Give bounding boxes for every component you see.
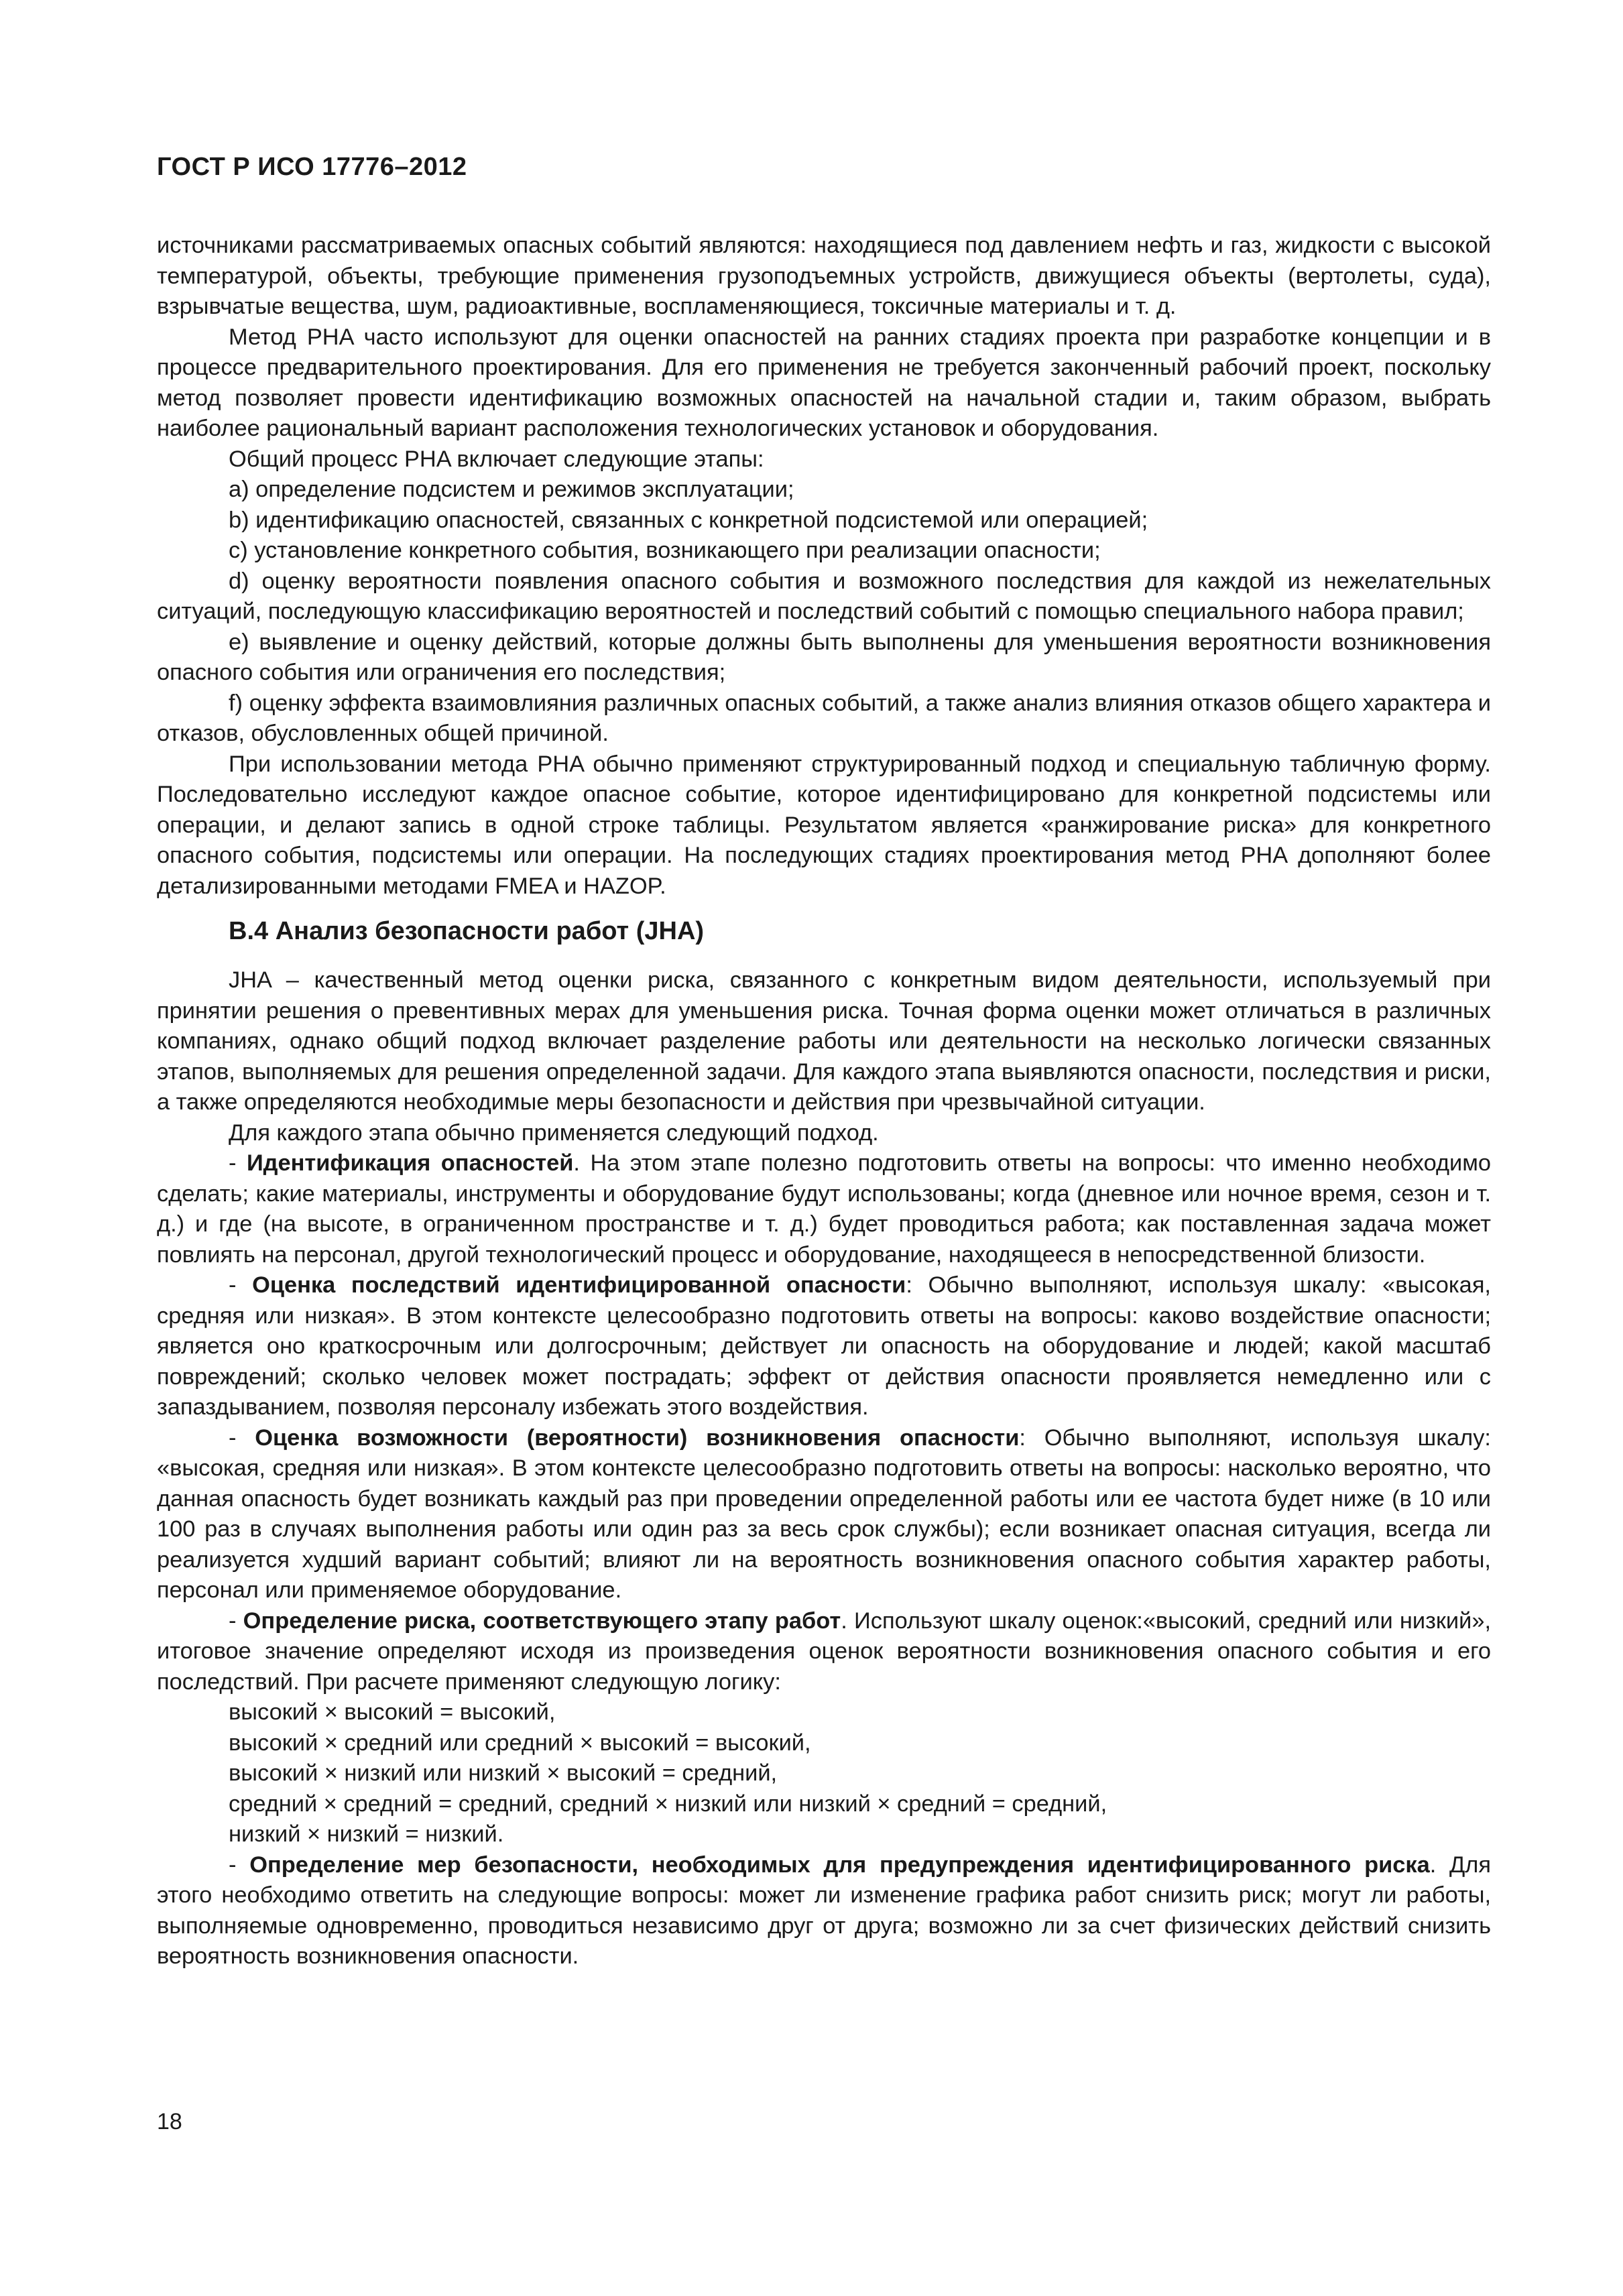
list-item-pha-step-c: c) установление конкретного события, возникающего при реализации опасности; bbox=[229, 538, 1101, 563]
term-consequence-assessment: Оценка последствий идентифицированной опасности bbox=[252, 1272, 906, 1298]
page-number: 18 bbox=[157, 2109, 182, 2134]
list-item-consequence-assessment bbox=[157, 1270, 1491, 1423]
paragraph-pha-usage: Метод PHA часто используют для оценки опасностей на ранних стадиях проекта при разработке концепции и в процессе предварительного проектирования. Для его применения не требуется законченный рабочий проект, поскольку метод позволяет провести идентификацию возможных опасностей на начальной стадии и, таким образом, выбрать наиболее рациональный вариант расположения технологических установок и оборудования. bbox=[157, 324, 1491, 441]
list-item-pha-step-e: e) выявление и оценку действий, которые должны быть выполнены для уменьшения вероятности возникновения опасного события или ограничения его последствия; bbox=[157, 629, 1491, 685]
paragraph-jha-definition: JHA – качественный метод оценки риска, связанного с конкретным видом деятельности, используемый при принятии решения о превентивных мерах для уменьшения риска. Точная форма оценки может отличаться в различных компаниях, однако общий подход включает разделение работы или деятельности на несколько логически связанных этапов, выполняемых для решения определенной задачи. Для каждого этапа выявляются опасности, последствия и риски, а также определяются необходимые меры безопасности и действия при чрезвычайной ситуации. bbox=[157, 967, 1491, 1115]
item-text: . На этом этапе полезно подготовить ответы на вопросы: что именно необходимо сделать; какие материалы, инструменты и оборудование будут использованы; когда (дневное или ночное время, сезон и т. д.) и где (на высоте, в ограниченном пространстве и т. д.) будет проводиться работа; как поставленная задача может повлиять на персонал, другой технологический процесс и оборудование, находящееся в непосредственной близости. bbox=[157, 1150, 1491, 1268]
list-item-risk-determination bbox=[157, 1606, 1491, 1698]
document-code: ГОСТ Р ИСО 17776–2012 bbox=[157, 153, 467, 181]
term-safety-measures: Определение мер безопасности, необходимых для предупреждения идентифицированного риска bbox=[249, 1852, 1430, 1878]
item-text: : Обычно выполняют, используя шкалу: «высокая, средняя или низкая». В этом контексте целесообразно подготовить ответы на вопросы: насколько вероятно, что данная опасность будет возникать каждый раз при проведении определенной работы или ее частота будет ниже (в 10 или 100 раз в случаях выполнения работы или один раз за весь срок службы); если возникает опасная ситуация, всегда ли реализуется худший вариант событий; влияют ли на вероятность возникновения опасного события характер работы, персонал или применяемое оборудование. bbox=[157, 1425, 1491, 1603]
page-body bbox=[157, 231, 1491, 1972]
section-heading: B.4 Анализ безопасности работ (JHA) bbox=[229, 917, 705, 945]
list-dash: - bbox=[229, 1272, 253, 1298]
logic-line: высокий × средний или средний × высокий = высокий, bbox=[229, 1730, 811, 1756]
logic-line: низкий × низкий = низкий. bbox=[229, 1821, 504, 1847]
list-item-pha-step-d: d) оценку вероятности появления опасного события и возможного последствия для каждой из нежелательных ситуаций, последующую классификацию вероятностей и последствий событий с помощью специального набора правил; bbox=[157, 568, 1491, 624]
logic-line: высокий × низкий или низкий × высокий = средний, bbox=[229, 1760, 778, 1786]
list-dash: - bbox=[229, 1425, 255, 1451]
term-risk-determination: Определение риска, соответствующего этапу работ bbox=[243, 1608, 841, 1634]
paragraph-pha-steps-intro: Общий процесс PHA включает следующие этапы: bbox=[229, 446, 764, 472]
paragraph-jha-approach-intro: Для каждого этапа обычно применяется следующий подход. bbox=[229, 1120, 879, 1146]
logic-line: высокий × высокий = высокий, bbox=[229, 1699, 556, 1725]
paragraph-pha-table: При использовании метода PHA обычно применяют структурированный подход и специальную табличную форму. Последовательно исследуют каждое опасное событие, которое идентифицировано для конкретной подсистемы или операции, и делают запись в одной строке таблицы. Результатом является «ранжирование риска» для конкретного опасного события, подсистемы или операции. На последующих стадиях проектирования метод PHA дополняют более детализированными методами FMEA и HAZOP. bbox=[157, 751, 1491, 899]
list-item-probability-assessment bbox=[157, 1423, 1491, 1606]
item-text: . Для этого необходимо ответить на следующие вопросы: может ли изменение графика работ снизить риск; могут ли работы, выполняемые одновременно, проводиться независимо друг от друга; возможно ли за счет физических действий снизить вероятность возникновения опасности. bbox=[157, 1852, 1491, 1969]
item-text: : Обычно выполняют, используя шкалу: «высокая, средняя или низкая». В этом контексте целесообразно подготовить ответы на вопросы: каково воздействие опасности; является оно краткосрочным или долгосрочным; действует ли опасность на оборудование и людей; какой масштаб повреждений; сколько человек может пострадать; эффект от действия опасности проявляется немедленно или с запаздыванием, позволяя персоналу избежать этого воздействия. bbox=[157, 1272, 1491, 1420]
list-item-safety-measures bbox=[157, 1850, 1491, 1972]
list-item-pha-step-f: f) оценку эффекта взаимовлияния различных опасных событий, а также анализ влияния отказов общего характера и отказов, обусловленных общей причиной. bbox=[157, 690, 1491, 746]
list-item-hazard-identification bbox=[157, 1148, 1491, 1270]
term-hazard-identification: Идентификация опасностей bbox=[246, 1150, 574, 1176]
term-probability-assessment: Оценка возможности (вероятности) возникновения опасности bbox=[255, 1425, 1020, 1451]
list-dash: - bbox=[229, 1608, 243, 1634]
list-item-pha-step-b: b) идентификацию опасностей, связанных с конкретной подсистемой или операцией; bbox=[229, 507, 1148, 533]
item-text: . Используют шкалу оценок:«высокий, средний или низкий», итоговое значение определяют исходя из произведения оценок вероятности возникновения опасного события и его последствий. При расчете применяют следующую логику: bbox=[157, 1608, 1492, 1695]
paragraph-intro: источниками рассматриваемых опасных событий являются: находящиеся под давлением нефть и газ, жидкости с высокой температурой, объекты, требующие применения грузоподъемных устройств, движущиеся объекты (вертолеты, суда), взрывчатые вещества, шум, радиоактивные, воспламеняющиеся, токсичные материалы и т. д. bbox=[157, 233, 1491, 319]
list-item-pha-step-a: a) определение подсистем и режимов эксплуатации; bbox=[229, 477, 794, 502]
list-dash: - bbox=[229, 1852, 250, 1878]
list-dash: - bbox=[229, 1150, 247, 1176]
logic-line: средний × средний = средний, средний × низкий или низкий × средний = средний, bbox=[229, 1791, 1107, 1817]
